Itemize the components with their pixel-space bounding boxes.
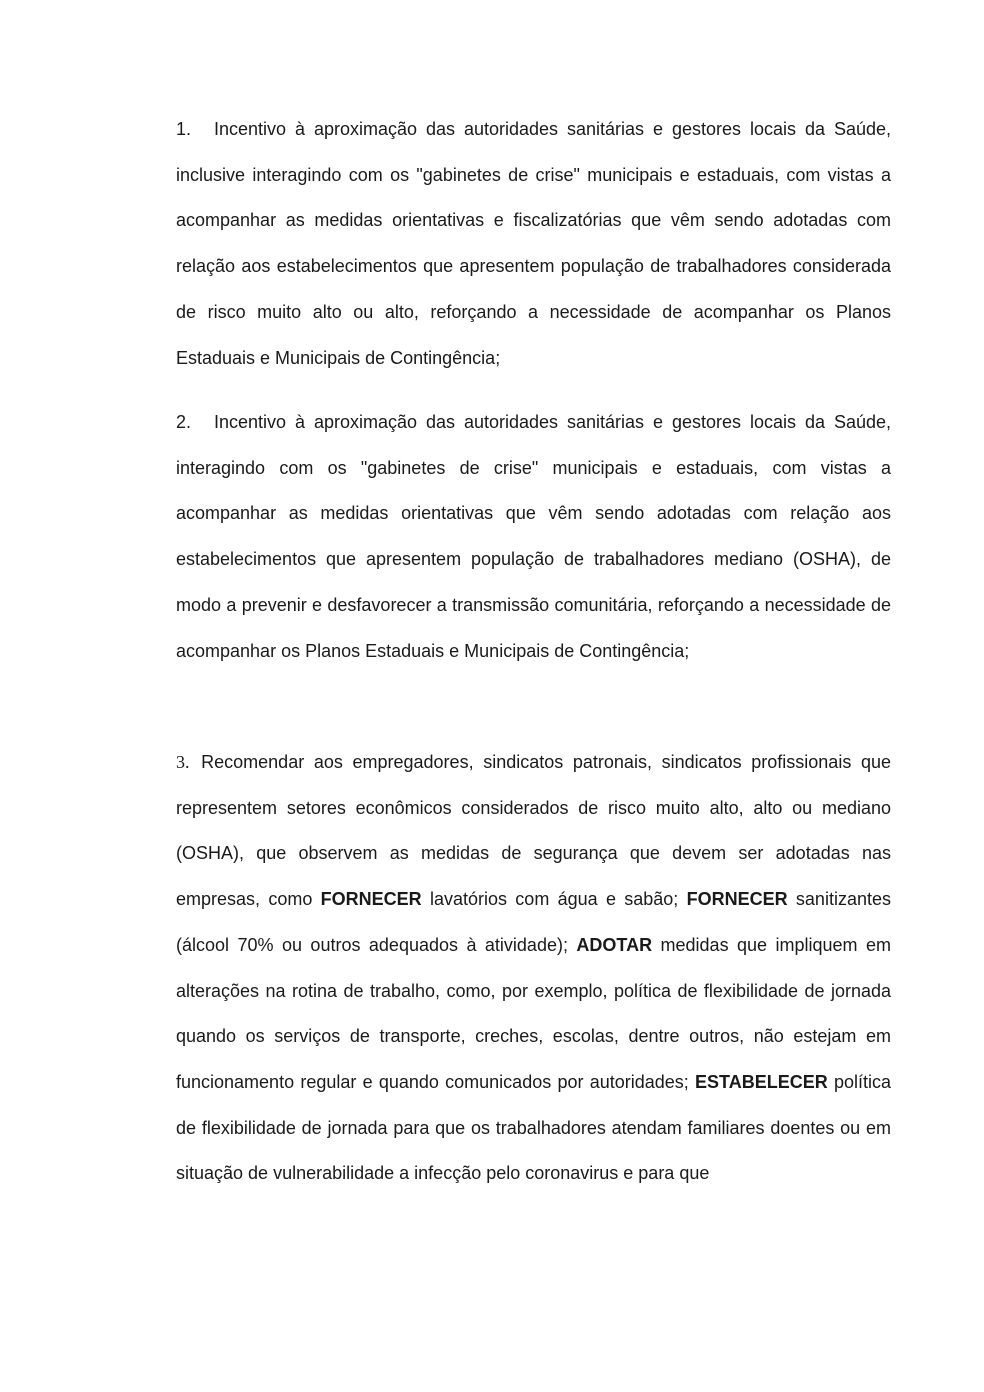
item-text-segment: medidas que impliquem em alterações na rotina de trabalho, como, por exemplo, política de flexibilidade de jornada quando os serviços de transporte, creches, escolas, dentre outros, não estejam em funcionamento regular e quando comunicados por autoridades; bbox=[176, 934, 891, 1092]
item-text: Incentivo à aproximação das autoridades sanitárias e gestores locais da Saúde, interagindo com os "gabinetes de crise" municipais e estaduais, com vistas a acompanhar as medidas orientativas que vêm sendo adotadas com relação aos estabelecimentos que apresentem população de trabalhadores mediano (OSHA), de modo a prevenir e desfavorecer a transmissão comunitária, reforçando a necessidade de acompanhar os Planos Estaduais e Municipais de Contingência; bbox=[176, 412, 891, 661]
item-text-segment: política de flexibilidade de jornada para que os trabalhadores atendam familiares doentes ou em situação de vulnerabilidade a infecção pelo coronavirus e para que bbox=[176, 1071, 891, 1184]
item-number: 3. bbox=[176, 752, 190, 772]
item-text: Incentivo à aproximação das autoridades sanitárias e gestores locais da Saúde, inclusive interagindo com os "gabinetes de crise" municipais e estaduais, com vistas a acompanhar as medidas orientativas e fiscalizatórias que vêm sendo adotadas com relação aos estabelecimentos que apresentem população de trabalhadores considerada de risco muito alto ou alto, reforçando a necessidade de acompanhar os Planos Estaduais e Municipais de Contingência; bbox=[176, 119, 891, 368]
emphasis-fornecer: FORNECER bbox=[686, 889, 788, 910]
emphasis-adotar: ADOTAR bbox=[576, 934, 653, 955]
paragraph-item-2 bbox=[176, 400, 891, 674]
item-text-segment: lavatórios com água e sabão; bbox=[421, 889, 687, 910]
paragraph-item-3 bbox=[176, 740, 891, 1197]
emphasis-fornecer: FORNECER bbox=[320, 889, 422, 910]
paragraph-item-1 bbox=[176, 107, 891, 381]
item-text-segment: Recomendar aos empregadores, sindicatos patronais, sindicatos profissionais que representem setores econômicos considerados de risco muito alto, alto ou mediano (OSHA), que observem as medidas de segurança que devem ser adotadas nas empresas, como bbox=[176, 752, 891, 910]
emphasis-estabelecer: ESTABELECER bbox=[695, 1071, 828, 1092]
item-number: 1. bbox=[176, 119, 192, 139]
item-number: 2. bbox=[176, 412, 192, 432]
item-text-segment: sanitizantes (álcool 70% ou outros adequados à atividade); bbox=[176, 889, 891, 955]
